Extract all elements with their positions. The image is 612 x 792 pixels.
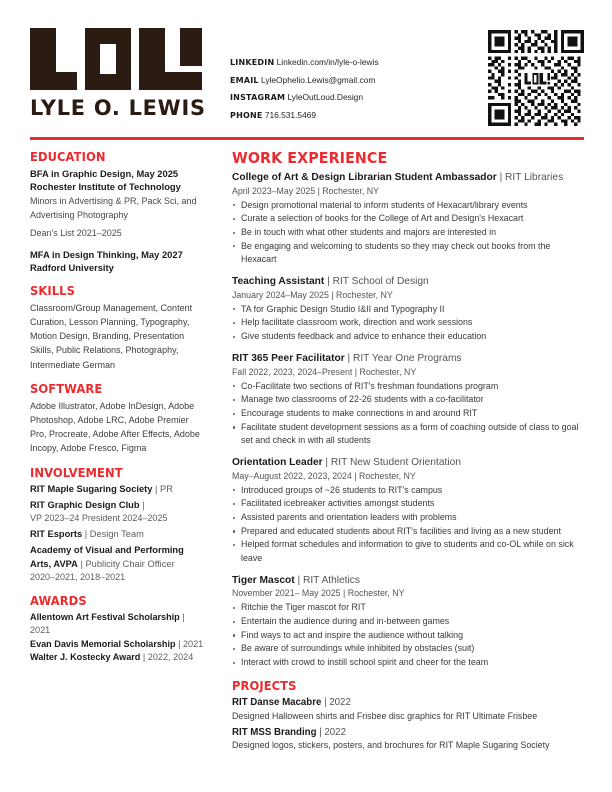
education-degree-line1: BFA in Graphic Design, May 2025 <box>30 168 179 179</box>
contact-instagram[interactable] <box>230 89 488 107</box>
section-heading-involvement: INVOLVEMENT <box>30 464 123 480</box>
award-item <box>30 651 204 664</box>
job-bullet: Assisted parents and orientation leaders with problems <box>232 511 586 524</box>
project-year: | 2022 <box>321 697 351 709</box>
section-involvement <box>30 465 204 584</box>
project-item <box>232 696 586 722</box>
brand-block <box>30 28 226 121</box>
job-bullet: Interact with crowd to instill school spirit and cheer for the team <box>232 656 586 669</box>
contact-label-linkedin: LINKEDIN <box>230 58 275 67</box>
section-heading-work-experience: WORK EXPERIENCE <box>232 149 388 167</box>
project-name: RIT MSS Branding <box>232 726 317 738</box>
award-item <box>30 638 204 651</box>
contact-value-instagram: LyleOutLoud.Design <box>287 92 364 102</box>
involvement-item <box>30 544 204 584</box>
involvement-item <box>30 499 204 525</box>
section-heading-awards: AWARDS <box>30 593 87 609</box>
job-bullet: Prepared and educated students about RIT's facilities and living as a new student <box>232 525 586 538</box>
job-role: Orientation Leader <box>232 457 323 469</box>
job-bullet: Find ways to act and inspire the audience without talking <box>232 629 586 642</box>
award-name: Allentown Art Festival Scholarship <box>30 612 180 623</box>
involvement-role: | PR <box>152 483 173 494</box>
job-org: | RIT Athletics <box>294 574 360 586</box>
contact-phone[interactable] <box>230 107 488 125</box>
project-title <box>232 726 586 739</box>
full-name: LYLE O. LEWIS <box>30 96 206 121</box>
job-entry <box>232 456 586 565</box>
project-title <box>232 696 586 709</box>
section-skills <box>30 283 204 372</box>
section-heading-projects: PROJECTS <box>232 678 297 694</box>
involvement-org: Academy of Visual and Performing Arts, AVPA <box>30 545 184 569</box>
qr-code[interactable] <box>488 30 584 126</box>
job-bullet: Encourage students to make connections in and around RIT <box>232 407 586 420</box>
education-item <box>30 248 204 274</box>
involvement-org: RIT Maple Sugaring Society <box>30 483 153 494</box>
job-bullet: Introduced groups of ~26 students to RIT's campus <box>232 484 586 497</box>
section-awards <box>30 593 204 665</box>
job-bullets <box>232 380 586 448</box>
job-bullet: Help facilitate classroom work, direction and work sessions <box>232 316 586 329</box>
job-bullet: Design promotional material to inform students of Hexacart/library events <box>232 199 586 212</box>
section-heading-skills: SKILLS <box>30 282 75 298</box>
job-bullets <box>232 484 586 565</box>
job-bullet: Helped format schedules and information to give to students and co-OL while on sick leave <box>232 538 586 564</box>
contact-label-instagram: INSTAGRAM <box>230 93 286 102</box>
lol-logo <box>30 28 202 90</box>
left-column <box>30 149 214 674</box>
job-bullet: Curate a selection of books for the College of Art and Design's Hexacart <box>232 212 586 225</box>
job-bullet: TA for Graphic Design Studio I&II and Typography II <box>232 303 586 316</box>
involvement-role: | Design Team <box>82 529 144 540</box>
education-item <box>30 167 204 241</box>
education-degree-line1: MFA in Design Thinking, May 2027 <box>30 248 183 260</box>
job-title <box>232 456 586 470</box>
award-year: | 2021 <box>30 612 185 636</box>
job-bullet: Co-Facilitate two sections of RIT's freshman foundations program <box>232 380 586 393</box>
job-bullets <box>232 601 586 669</box>
job-entry <box>232 275 586 343</box>
job-meta: January 2024–May 2025 | Rochester, NY <box>232 289 393 300</box>
education-detail: Minors in Advertising & PR, Pack Sci, and Advertising Photography <box>30 196 197 220</box>
education-degree-line2: Rochester Institute of Technology <box>30 181 181 192</box>
job-entry <box>232 574 586 670</box>
job-bullets <box>232 303 586 344</box>
job-title <box>232 574 586 588</box>
section-heading-education: EDUCATION <box>30 149 106 164</box>
project-name: RIT Danse Macabre <box>232 697 322 709</box>
job-meta: November 2021– May 2025 | Rochester, NY <box>232 588 405 599</box>
job-bullet: Be aware of surroundings while inhibited by obstacles (suit) <box>232 642 586 655</box>
contact-value-email: LyleOphelio.Lewis@gmail.com <box>260 74 376 85</box>
award-name: Walter J. Kostecky Award <box>30 652 141 663</box>
job-org: | RIT New Student Orientation <box>322 457 461 469</box>
job-title <box>232 171 586 185</box>
job-org: | RIT School of Design <box>324 276 429 288</box>
job-bullet: Facilitated icebreaker activities amongst students <box>232 497 586 510</box>
involvement-sub: 2020–2021, 2018–2021 <box>30 571 126 582</box>
job-bullet: Be in touch with what other students and majors are interested in <box>232 226 586 239</box>
involvement-org: RIT Graphic Design Club <box>30 499 140 510</box>
contact-label-phone: PHONE <box>230 110 263 120</box>
award-year: | 2022, 2024 <box>140 652 194 663</box>
skills-text: Classroom/Group Management, Content Curation, Lesson Planning, Typography, Motion Design, Branding, Presentation Skills, Public Relations, Photography, Intermediate German <box>30 302 193 370</box>
job-title <box>232 352 586 366</box>
job-title <box>232 275 586 289</box>
section-heading-software: SOFTWARE <box>30 380 103 396</box>
software-text: Adobe Illustrator, Adobe InDesign, Adobe Photoshop, Adobe LRC, Adobe Premier Pro, Procreate, Adobe After Effects, Adobe Incopy, Adobe Fresco, Figma <box>30 400 200 454</box>
header <box>0 0 612 126</box>
involvement-item <box>30 528 204 541</box>
job-role: College of Art & Design Librarian Student Ambassador <box>232 172 497 183</box>
education-honors: Dean's List 2021–2025 <box>30 228 122 239</box>
job-bullet: Manage two classrooms of 22-26 students with a co-facilitator <box>232 393 586 406</box>
job-entry <box>232 171 586 266</box>
job-meta: Fall 2022, 2023, 2024–Present | Rochester, NY <box>232 366 417 377</box>
section-software <box>30 381 204 456</box>
job-role: Teaching Assistant <box>232 276 325 288</box>
project-description: Designed Halloween shirts and Frisbee disc graphics for RIT Ultimate Frisbee <box>232 710 538 721</box>
contact-label-email: EMAIL <box>230 75 259 85</box>
job-entry <box>232 352 586 447</box>
involvement-sub: VP 2023–24 President 2024–2025 <box>30 513 168 524</box>
job-bullet: Facilitate student development sessions as a form of coaching outside of class to goal set and check in with all students <box>232 421 586 447</box>
award-item <box>30 611 204 638</box>
project-year: | 2022 <box>316 726 346 738</box>
right-column <box>214 149 586 755</box>
involvement-role: | <box>139 499 145 510</box>
job-org: | RIT Year One Programs <box>344 353 462 365</box>
job-meta: April 2023–May 2025 | Rochester, NY <box>232 185 380 196</box>
involvement-role: | Publicity Chair Officer <box>77 558 175 569</box>
involvement-item <box>30 483 204 496</box>
award-name: Evan Davis Memorial Scholarship <box>30 638 176 649</box>
contact-linkedin[interactable] <box>230 54 488 72</box>
involvement-org: RIT Esports <box>30 529 83 540</box>
contact-value-linkedin: Linkedin.com/in/lyle-o-lewis <box>276 57 379 67</box>
job-bullets <box>232 199 586 267</box>
contact-value-phone: 716.531.5469 <box>264 109 317 120</box>
job-role: RIT 365 Peer Facilitator <box>232 353 345 365</box>
job-bullet: Give students feedback and advice to enhance their education <box>232 330 586 343</box>
contact-list <box>226 28 488 124</box>
section-education <box>30 149 204 274</box>
job-role: Tiger Mascot <box>232 574 295 586</box>
project-item <box>232 726 586 752</box>
job-bullet: Ritchie the Tiger mascot for RIT <box>232 601 586 614</box>
job-org: | RIT Libraries <box>496 172 564 183</box>
project-description: Designed logos, stickers, posters, and brochures for RIT Maple Sugaring Society <box>232 740 550 751</box>
contact-email[interactable] <box>230 72 488 90</box>
award-year: | 2021 <box>175 638 204 649</box>
job-bullet: Entertain the audience during and in-between games <box>232 615 586 628</box>
job-meta: May–August 2022, 2023, 2024 | Rochester, NY <box>232 470 416 481</box>
job-bullet: Be engaging and welcoming to students so they may check out books from the Hexacart <box>232 240 586 266</box>
body-columns <box>0 140 612 755</box>
education-degree-line2: Radford University <box>30 261 114 273</box>
